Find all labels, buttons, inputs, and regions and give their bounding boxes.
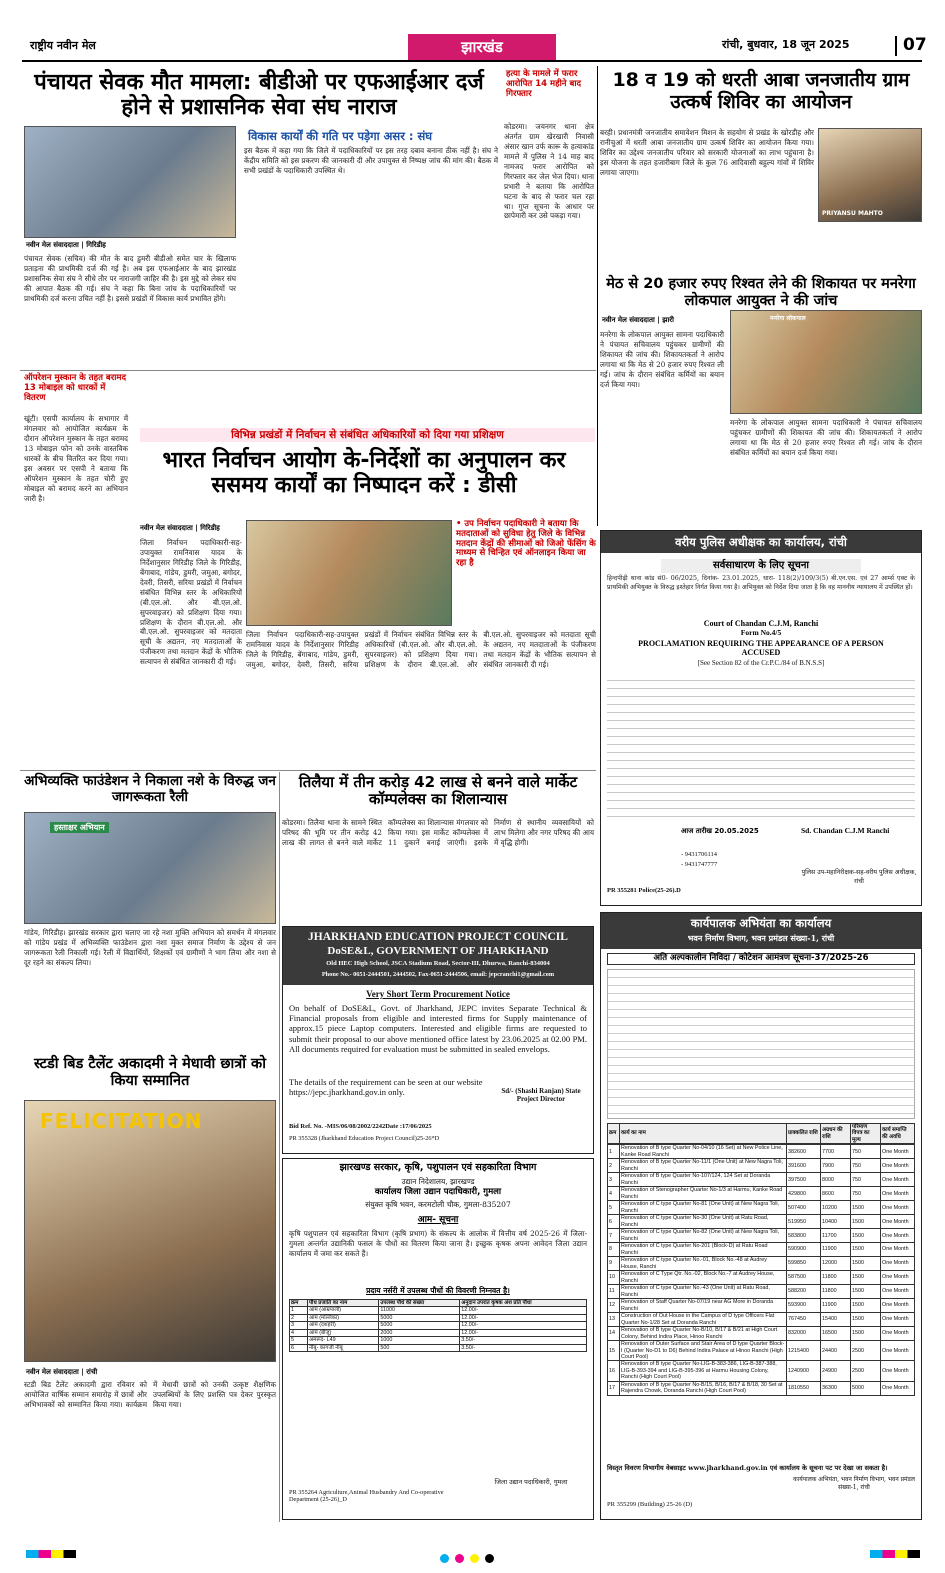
agri-notice: आम- सूचना	[417, 1215, 459, 1225]
cell: 750	[851, 1145, 881, 1159]
engineer-table-header	[608, 1124, 915, 1144]
agri-body: कृषि पशुपालन एवं सहकारिता विभाग (कृषि प्रभाग) के संकल्प के आलोक में वित्तीय वर्ष 2025-26 में जिला- गुमला अन्तर्गत उद्यानिकी फसल के पौधों का वितरण किया जाना है। इच्छुक कृषक अपना आवेदन जिला उद्यान कार्यालय में जमा कर सकते हैं।	[289, 1229, 587, 1258]
cell: 1500	[851, 1229, 881, 1243]
cell: 1	[608, 1145, 620, 1159]
story6-photo-label: हस्ताक्षर अभियान	[50, 822, 109, 833]
cyan-dot	[440, 1554, 449, 1563]
table-row	[608, 1257, 915, 1271]
cell: 429800	[787, 1187, 821, 1201]
cell: Renovation of B type Quarter No-LIG-B-383-386, LIG-B-387-388, LIG-B-393-394 and LIG-B-395-396 at Harmu Housing Colony, Ranchi (High Court Pool)	[620, 1361, 787, 1381]
cell: 593900	[787, 1299, 821, 1313]
cell: 6	[608, 1215, 620, 1229]
eng-th: क्रम	[608, 1124, 620, 1144]
cell: 12.00/-	[460, 1329, 587, 1336]
agri-line1: झारखण्ड सरकार, कृषि, पशुपालन एवं सहकारिता विभाग	[339, 1162, 537, 1173]
story6-headline: अभिव्यक्ति फाउंडेशन ने निकाला नशे के विरुद्ध जन जागरूकता रैली	[24, 773, 276, 805]
cell: 12.00/-	[460, 1322, 587, 1329]
dateline: रांची, बुधवार, 18 जून 2025	[722, 38, 850, 51]
police-date: आज तारीख 20.05.2025	[681, 827, 759, 835]
table-row	[608, 1271, 915, 1285]
police-notice: सर्वसाधारण के लिए सूचना	[661, 559, 861, 573]
magenta-dot	[455, 1554, 464, 1563]
table-row	[608, 1229, 915, 1243]
story6-body: गांडेय, गिरिडीह। झारखंड सरकार द्वारा चलाए जा रहे नशा मुक्ति अभियान को समर्थन में मंगलवार को गांडेय प्रखंड में अभिव्यक्ति फाउंडेशन द्वारा नशा मुक्त समाज निर्माण के उद्देश्य से जन जागरूकता रैली निकाली गई। रैली में विद्यार्थियों, शिक्षकों एवं ग्रामीणों ने भाग लिया और नशा से दूर रहने का संकल्प लिया।	[24, 928, 276, 967]
cell: 10400	[821, 1215, 851, 1229]
cell: 3	[290, 1322, 308, 1329]
cell: Renovation of Outer Surface and Stair Area of D type Quarter Block-I (Quarter No-D1 to D6) Behind Indira Palace at Hinoo Ranchi (High Court Pool)	[620, 1341, 787, 1361]
cell: 4	[608, 1187, 620, 1201]
police-body: हिन्दपीढ़ी थाना कांड सं0- 06/2025, दिनांक- 23.01.2025, धारा- 118(2)/109/3(5) बी.एन.एस. एवं 27 आर्म्स एक्ट के प्राथमिकी अभियुक्त के विरुद्ध इश्तेहार निर्गत किया गया है। अभियुक्त को निर्देश दिया जाता है कि वह माननीय न्यायालय में उपस्थित हों।	[607, 575, 915, 591]
police-title: PROCLAMATION REQUIRING THE APPEARANCE OF A PERSON ACCUSED	[638, 639, 884, 658]
jepc-address: Old HEC High School, JSCA Stadium Road, Sector-III, Dhurwa, Ranchi-834004	[326, 960, 550, 967]
cell: Renovation of Stenographer Quarter No-1/3 at Harmu, Kanke Road Ranchi	[620, 1187, 787, 1201]
story3-headline: 18 व 19 को धरती आबा जनजातीय ग्राम उत्कर्ष शिविर का आयोजन	[612, 69, 910, 113]
cell: 832000	[787, 1327, 821, 1341]
engineer-table	[607, 1123, 915, 1144]
cell: Renovation of C type Quarter No-81 (One Unit) at New Nagra Toli, Ranchi	[620, 1201, 787, 1215]
cell: 16500	[821, 1327, 851, 1341]
agri-table-header	[290, 1300, 587, 1307]
cell: 15	[608, 1341, 620, 1361]
eng-th: कार्य समाप्ति की अवधि	[881, 1124, 915, 1144]
story4-photo-label: मनरेगा लोकपाल	[770, 315, 806, 322]
banner-headline: भारत निर्वाचन आयोग के-निर्देशों का अनुपालन कर ससमय कार्यों का निष्पादन करें : डीसी	[162, 448, 566, 499]
cell: 12.00/-	[460, 1307, 587, 1314]
cell: 7	[608, 1229, 620, 1243]
cell: 519950	[787, 1215, 821, 1229]
jepc-signature: Sd/- (Shashi Ranjan) State Project Director	[501, 1087, 581, 1103]
cell: 767450	[787, 1313, 821, 1327]
cell: 10200	[821, 1201, 851, 1215]
cell: 11900	[821, 1299, 851, 1313]
jepc-pr: PR 355328 (Jharkhand Education Project Council)25-26*D	[289, 1135, 440, 1142]
table-row	[608, 1361, 915, 1381]
engineer-lines	[607, 969, 915, 1119]
police-ad	[600, 530, 922, 906]
page-number: 07	[895, 36, 927, 56]
jepc-body2: The details of the requirement can be seen at our website https://jepc.jharkhand.gov.in only.	[289, 1077, 483, 1098]
column-rule	[20, 370, 596, 371]
table-row	[608, 1201, 915, 1215]
table-row	[608, 1313, 915, 1327]
story3-photo-caption: PRIYANSU MAHTO	[822, 210, 883, 217]
story1-photo	[24, 126, 236, 238]
cell: One Month	[881, 1173, 915, 1187]
cell: 2500	[851, 1361, 881, 1381]
cell: 2	[290, 1314, 308, 1321]
cell: Renovation of B type Quarter No-107/124, 124 Set at Doranda Ranchi	[620, 1173, 787, 1187]
cell: One Month	[881, 1381, 915, 1395]
cell: 587500	[787, 1271, 821, 1285]
cell: 1500	[851, 1313, 881, 1327]
agri-th: अनुदान उपरांत कृषक अंश प्रति पौधा	[460, 1300, 587, 1307]
cell: One Month	[881, 1341, 915, 1361]
table-row	[608, 1341, 915, 1361]
agri-th: क्रम	[290, 1300, 308, 1307]
cell: One Month	[881, 1299, 915, 1313]
cell: 7700	[821, 1145, 851, 1159]
jepc-body: On behalf of DoSE&L, Govt. of Jharkhand, JEPC invites Separate Technical & Financial proposals from eligible and interested firms for Supply maintenance of approx.15 piece Laptop computers. Interested and eligible firms are requested to submit their proposal to our above mentioned office latest by 23.06.2025 at 02.00 PM. All documents required for evaluation must be submitted in sealed envelops.	[289, 1003, 587, 1054]
cell: 8000	[821, 1173, 851, 1187]
cell: 12000	[821, 1257, 851, 1271]
cell: 36300	[821, 1381, 851, 1395]
story1-headline: पंचायत सेवक मौत मामला: बीडीओ पर एफआईआर दर्ज होने से प्रशासनिक सेवा संघ नाराज	[34, 70, 484, 121]
agri-th: पौध प्रजाति का नाम	[308, 1300, 379, 1307]
agri-table	[289, 1299, 587, 1352]
cell: 1500	[851, 1243, 881, 1257]
banner-photo	[246, 520, 452, 626]
story2-kicker: हत्या के मामले में फरार आरोपित 14 महीने बाद गिरफ्तार	[506, 69, 582, 99]
cell: अमरूद- L49	[308, 1337, 379, 1344]
cell: 11900	[821, 1243, 851, 1257]
police-contact2: - 9431747777	[681, 861, 718, 868]
jepc-ad	[282, 926, 594, 1154]
cell: 4	[290, 1329, 308, 1336]
cell: 16	[608, 1361, 620, 1381]
cell: 11700	[821, 1229, 851, 1243]
cell: 397500	[787, 1173, 821, 1187]
police-form: Form No.4/5	[740, 628, 782, 637]
engineer-dept: भवन निर्माण विभाग, भवन प्रमंडल संख्या-1, रांची	[687, 933, 835, 943]
cell: 1500	[851, 1327, 881, 1341]
cell: Renovation of C type Quarter No-82 (One Unit) at New Nagra Toli, Ranchi	[620, 1229, 787, 1243]
banner-kicker: विभिन्न प्रखंडों में निर्वाचन से संबंधित अधिकारियों को दिया गया प्रशिक्षण	[140, 428, 595, 442]
story1-body: पंचायत सेवक (सचिव) की मौत के बाद डुमरी बीडीओ समेत चार के खिलाफ प्रताड़ना की प्राथमिकी दर्ज की गई है। अब इस एफआईआर के बाद झारखंड प्रशासनिक सेवा संघ ने सीधे तौर पर नाराजगी जाहिर की है। इस मुद्दे को लेकर संघ की आपात बैठक की गई। संघ ने कहा कि बिना जांच के पदाधिकारियों पर प्राथमिकी दर्ज करना उचित नहीं है। इससे प्रखंडों में विकास कार्य प्रभावित होंगे।	[24, 254, 236, 303]
cell: 7900	[821, 1159, 851, 1173]
cell: Renovation of C type Quarter No.-01, Block No.-48 at Audrey House, Ranchi	[620, 1257, 787, 1271]
column-rule	[597, 66, 598, 526]
banner-body-lower: जिला निर्वाचन पदाधिकारी-सह-उपायुक्त रामनिवास यादव के निर्देशानुसार गिरिडीह जिले के गिरिडीह, बेंगाबाद, गांडेय, डुमरी, जमुआ, बगोदर, देवरी, तिसरी, सरिया प्रखंडों में निर्वाचन संबंधित विभिन्न स्तर के अधिकारियों (बी.एल.ओ. और बी.एल.ओ. सुपरवाइजर) को प्रशिक्षण दिया गया। प्रशिक्षण के दौरान बी.एल.ओ. और बी.एल.ओ. सुपरवाइजर को मतदाता सूची के अद्यतन, नए मतदाताओं के पंजीकरण तथा मतदान केंद्रों के भौतिक सत्यापन से संबंधित जानकारी दी गई।	[246, 630, 596, 669]
eng-th: अग्रधन की राशि	[821, 1124, 851, 1144]
cell: 11000	[379, 1307, 460, 1314]
cell: 10	[608, 1271, 620, 1285]
engineer-sign: कार्यपालक अभियंता, भवन निर्माण विभाग, भवन प्रमंडल संख्या-1, रांची	[793, 1476, 915, 1491]
table-row	[608, 1299, 915, 1313]
cell: One Month	[881, 1201, 915, 1215]
cell: 24900	[821, 1361, 851, 1381]
engineer-table-wrap	[607, 1123, 915, 1396]
cell: 588200	[787, 1285, 821, 1299]
cell: 24400	[821, 1341, 851, 1361]
cell: 15400	[821, 1313, 851, 1327]
cell: 5	[290, 1337, 308, 1344]
table-row	[608, 1173, 915, 1187]
cell: 13	[608, 1313, 620, 1327]
engineer-footer: विस्तृत विवरण विभागीय वेबसाइट www.jharkhand.gov.in एवं कार्यालय के सूचना पट पर देखा जा सकता है।	[607, 1464, 888, 1472]
black-dot	[485, 1554, 494, 1563]
agri-pr: PR 355264 Agriculture,Animal Husbandry And Co-operative Department (25-26)_D	[289, 1489, 444, 1503]
cell: 5	[608, 1201, 620, 1215]
cell: 1500	[851, 1271, 881, 1285]
cell: 2	[608, 1159, 620, 1173]
bottom-color-strip	[870, 1550, 920, 1558]
cell: 2000	[379, 1329, 460, 1336]
cell: 5000	[379, 1322, 460, 1329]
story4-photo	[730, 310, 922, 414]
story3-body: बरही। प्रधानमंत्री जनजातीय समावेशन मिशन के सहयोग से प्रखंड के खोरडीह और रानीचुआं में धरती आबा जनजातीय ग्राम उत्कर्ष शिविर का आयोजन किया गया। शिविर का उद्देश्य जनजातीय परिवार को सरकारी योजनाओं का लाभ पहुंचाना है। इस योजना के तहत हजारीबाग जिले के कुल 76 आदिवासी बहुल्य गांवों में शिविर लगाया जाएगा।	[600, 128, 814, 177]
table-row	[608, 1145, 915, 1159]
cell: 1500	[851, 1299, 881, 1313]
police-lines	[607, 673, 915, 823]
agri-th: उपलब्ध पौधे की संख्या	[379, 1300, 460, 1307]
police-pr: PR 355281 Police(25-26).D	[607, 887, 681, 894]
jepc-bid-ref: Bid Ref. No. -MIS/06/08/2002/2242Date :17/06/2025	[289, 1123, 432, 1130]
yellow-dot	[470, 1554, 479, 1563]
story8-byline: नवीन मेल संवाददाता | रांची	[26, 1368, 98, 1376]
jepc-notice: Very Short Term Procurement Notice	[366, 989, 510, 999]
cell: 500	[379, 1344, 460, 1351]
engineer-table-body	[607, 1144, 915, 1395]
story8-photo	[24, 1100, 276, 1362]
cell: 9	[608, 1257, 620, 1271]
story4-byline: नवीन मेल संवाददाता | झारी	[602, 316, 674, 324]
cell: 5000	[851, 1381, 881, 1395]
cell: Renovation of C Type Qtr. No.-02, Block No.-7 at Audrey House, Ranchi	[620, 1271, 787, 1285]
story4-headline: मेठ से 20 हजार रुपए रिश्वत लेने की शिकायत पर मनरेगा लोकपाल आयुक्त ने की जांच	[606, 276, 916, 309]
agri-table-wrap	[289, 1299, 587, 1352]
story5-body: खूंटी। एसपी कार्यालय के सभागार में मंगलवार को आयोजित कार्यक्रम के दौरान ऑपरेशन मुस्कान के तहत बरामद 13 मोबाइल फोन को उनके वास्तविक धारकों के बीच वितरित कर दिया गया। इस अवसर पर एसपी ने बताया कि ऑपरेशन मुस्कान के तहत चोरी हुए मोबाइल को बरामद करने का अभियान जारी है।	[24, 414, 128, 503]
cell: 11800	[821, 1285, 851, 1299]
cell: 8	[608, 1243, 620, 1257]
story1-body2: इस बैठक में कहा गया कि जिले में पदाधिकारियों पर इस तरह दबाव बनाना ठीक नहीं है। संघ ने केंद्रीय समिति को इस प्रकरण की जानकारी दी और उपायुक्त से निष्पक्ष जांच की मांग की। बैठक में सभी प्रखंडों के पदाधिकारी उपस्थित थे।	[244, 146, 498, 175]
cell: आम (दशहरी)	[308, 1322, 379, 1329]
cell: 583800	[787, 1229, 821, 1243]
agri-ad	[282, 1158, 594, 1520]
cell: One Month	[881, 1215, 915, 1229]
table-row	[608, 1159, 915, 1173]
cell: 6	[290, 1344, 308, 1351]
story4-body: मनरेगा के लोकपाल आयुक्त सामना पदाधिकारी ने पंचायत सचिवालय पहुंचकर ग्रामीणों की शिकायत की जांच की। शिकायतकर्ता ने आरोप लगाया था कि मेठ से 20 हजार रुपए रिश्वत ली गई। जांच के दौरान संबंधित कर्मियों का बयान दर्ज किया गया।	[600, 330, 724, 389]
table-row	[290, 1322, 587, 1329]
engineer-notice: अति अल्पकालीन निविदा / कोटेशन आमंत्रण सूचना-37/2025-26	[607, 953, 915, 965]
cell: 590900	[787, 1243, 821, 1257]
jepc-title2: DoSE&L, GOVERNMENT OF JHARKHAND	[327, 945, 549, 957]
agri-line4: संयुक्त कृषि भवन, करमटोली चौक, गुमला-835207	[365, 1200, 511, 1209]
cell: 1500	[851, 1201, 881, 1215]
table-row	[608, 1285, 915, 1299]
cell: Construction of Out House in the Campus of D type Officers Flat Quarter No-1/28 Set at Doranda Ranchi	[620, 1313, 787, 1327]
cell: Renovation of Staff Quarter No-07/19 near AG More in Doranda Ranchi	[620, 1299, 787, 1313]
cell: 2500	[851, 1341, 881, 1361]
cell: 3	[608, 1173, 620, 1187]
jepc-title: JHARKHAND EDUCATION PROJECT COUNCIL	[308, 931, 568, 943]
engineer-ad	[600, 912, 922, 1520]
cell: Renovation of B type Quarter No-B/15, B/16, B/17 & B/18, 30 Set at Rajendra Chowk, Doranda Ranchi (High Court Pool)	[620, 1381, 787, 1395]
cell: 1500	[851, 1257, 881, 1271]
cell: Renovation of C type Quarter No.-43 (One Unit) at Ratu Road, Ranchi	[620, 1285, 787, 1299]
cell: Renovation of B type Quarter No-B/10, B/17 & B/21 at High Court Colony, Behind Indira Place, Hinoo Ranchi	[620, 1327, 787, 1341]
story2-body: कोडरमा। जयनगर थाना क्षेत्र अंतर्गत ग्राम खेरखारी निवासी अंसार खान उर्फ कारू के हत्याकांड मामले में पुलिस ने 14 माह बाद नामजद फरार आरोपित को गिरफ्तार कर जेल भेज दिया। थाना प्रभारी ने बताया कि आरोपित घटना के बाद से फरार चल रहा था। गुप्त सूचना के आधार पर छापेमारी कर उसे पकड़ा गया।	[504, 122, 594, 221]
cell: One Month	[881, 1145, 915, 1159]
banner-pull: • उप निर्वाचन पदाधिकारी ने बताया कि मतदाताओं को सुविधा हेतु जिले के विभिन्न मतदान केंद्रों की सीमाओं को जिओ फेंसिंग के माध्यम से चिन्हित एवं ऑनलाइन किया जा रहा है	[456, 519, 596, 569]
cell: 1000	[379, 1337, 460, 1344]
table-row	[608, 1215, 915, 1229]
eng-th: कार्य का नाम	[620, 1124, 787, 1144]
cell: 507400	[787, 1201, 821, 1215]
story7-headline: तिलैया में तीन करोड़ 42 लाख से बनने वाले मार्केट कॉम्पलेक्स का शिलान्यास	[298, 773, 578, 809]
cell: आम (मल्लिका)	[308, 1314, 379, 1321]
agri-line2: उद्यान निदेशालय, झारखण्ड	[401, 1177, 475, 1186]
cell: One Month	[881, 1229, 915, 1243]
cell: 1810550	[787, 1381, 821, 1395]
cell: One Month	[881, 1159, 915, 1173]
cell: 1	[290, 1307, 308, 1314]
jepc-phone: Phone No.- 0651-2444501, 2444502, Fax-0651-2444506, email: jepcranchi1@gmail.com	[321, 971, 555, 978]
eng-th: परिमाण विपत्र का मूल्य	[851, 1124, 881, 1144]
table-row	[290, 1314, 587, 1321]
story8-body: स्टडी बिड टैलेंट अकादमी द्वारा रविवार को आयोजित वार्षिक सम्मान समारोह में छात्रों और अभिभावकों को सम्मानित किया गया। कार्यक्रम में मेधावी छात्रों को उनकी उत्कृष्ट शैक्षणिक उपलब्धियों के लिए प्रशस्ति पत्र देकर पुरस्कृत किया गया।	[24, 1380, 276, 1409]
cell: One Month	[881, 1257, 915, 1271]
cell: नींबू- कागजी नींबू	[308, 1344, 379, 1351]
cell: 14	[608, 1327, 620, 1341]
agri-line3: कार्यालय जिला उद्यान पदाधिकारी, गुमला	[374, 1187, 502, 1197]
story1-byline: नवीन मेल संवाददाता | गिरिडीह	[26, 241, 106, 249]
engineer-office: कार्यपालक अभियंता का कार्यालय	[690, 916, 832, 930]
police-office: वरीय पुलिस अधीक्षक का कार्यालय, रांची	[601, 531, 921, 553]
registration-marks	[440, 1548, 500, 1560]
story7-body: कोडरमा। तिलैया थाना के सामने स्थित परिषद की भूमि पर तीन करोड़ 42 लाख की लागत से बनने वाले मार्केट कॉम्पलेक्स का शिलान्यास मंगलवार को किया गया। इस मार्केट कॉम्पलेक्स में 11 दुकानें बनाई जाएंगी। इसके निर्माण से स्थानीय व्यवसायियों को लाभ मिलेगा और नगर परिषद की आय में वृद्धि होगी।	[282, 818, 594, 847]
police-contact1: - 9431706114	[681, 851, 718, 858]
cell: Renovation of C type Quarter No-30 (One Unit) at Ratu Road, Ranchi	[620, 1215, 787, 1229]
story5-headline: ऑपरेशन मुस्कान के तहत बरामद 13 मोबाइल को धारकों में वितरण	[24, 373, 127, 403]
cell: One Month	[881, 1243, 915, 1257]
banner-body: जिला निर्वाचन पदाधिकारी-सह-उपायुक्त रामनिवास यादव के निर्देशानुसार गिरिडीह जिले के गिरिडीह, बेंगाबाद, गांडेय, डुमरी, जमुआ, बगोदर, देवरी, तिसरी, सरिया प्रखंडों में निर्वाचन संबंधित विभिन्न स्तर के अधिकारियों (बी.एल.ओ. और बी.एल.ओ. सुपरवाइजर) को प्रशिक्षण दिया गया। प्रशिक्षण के दौरान बी.एल.ओ. और बी.एल.ओ. सुपरवाइजर को मतदाता सूची के अद्यतन, नए मतदाताओं के पंजीकरण तथा मतदान केंद्रों के भौतिक सत्यापन से संबंधित जानकारी दी गई।	[140, 538, 242, 667]
cell: आम (आम्रपाली)	[308, 1307, 379, 1314]
cell: One Month	[881, 1187, 915, 1201]
cell: Renovation of B type Quarter No-11/1 (One Unit) at New Nagra Toli, Ranchi	[620, 1159, 787, 1173]
cell: 750	[851, 1187, 881, 1201]
cell: 3.50/-	[460, 1337, 587, 1344]
paper-name: राष्ट्रीय नवीन मेल	[30, 39, 96, 52]
cell: 12	[608, 1299, 620, 1313]
cell: 3.50/-	[460, 1344, 587, 1351]
cell: One Month	[881, 1327, 915, 1341]
table-row	[290, 1344, 587, 1351]
cell: One Month	[881, 1271, 915, 1285]
cell: 1500	[851, 1215, 881, 1229]
cell: 599850	[787, 1257, 821, 1271]
story8-headline: स्टडी बिड टैलेंट अकादमी ने मेधावी छात्रों को किया सम्मानित	[34, 1056, 266, 1089]
cell: 382600	[787, 1145, 821, 1159]
cell: 391600	[787, 1159, 821, 1173]
cell: 1500	[851, 1285, 881, 1299]
cell: 12.00/-	[460, 1314, 587, 1321]
cell: 1240900	[787, 1361, 821, 1381]
column-rule	[279, 772, 280, 1522]
table-row	[290, 1329, 587, 1336]
cell: 750	[851, 1173, 881, 1187]
story3-photo	[818, 128, 922, 222]
cell: 5000	[379, 1314, 460, 1321]
story4-body-right: मनरेगा के लोकपाल आयुक्त सामना पदाधिकारी ने पंचायत सचिवालय पहुंचकर ग्रामीणों की शिकायत की जांच की। शिकायतकर्ता ने आरोप लगाया था कि मेठ से 20 हजार रुपए रिश्वत ली गई। जांच के दौरान संबंधित कर्मियों का बयान दर्ज किया गया।	[730, 418, 922, 457]
agri-sign: जिला उद्यान पदाधिकारी, गुमला	[494, 1478, 568, 1486]
story1-subhead: विकास कार्यों की गति पर पड़ेगा असर : संघ	[248, 129, 433, 143]
cell: One Month	[881, 1361, 915, 1381]
table-row	[608, 1187, 915, 1201]
bottom-color-strip	[26, 1550, 76, 1558]
police-court: Court of Chandan C.J.M, Ranchi	[703, 619, 819, 628]
police-section: [See Section 82 of the Cr.P.C./84 of B.N.S.S]	[697, 659, 825, 667]
cell: Renovation of C type Quarter No-201 (Block-D) at Ratu Road Ranchi	[620, 1243, 787, 1257]
cell: One Month	[881, 1313, 915, 1327]
agri-table-title: प्रदाय नर्सरी में उपलब्ध पौधों की विवरणी निम्नवत है।	[366, 1286, 510, 1295]
cell: 750	[851, 1159, 881, 1173]
cell: 1215400	[787, 1341, 821, 1361]
cell: One Month	[881, 1285, 915, 1299]
police-sign: पुलिस उप-महानिरीक्षक-सह-वरीय पुलिस अधीक्षक, रांची	[801, 869, 917, 885]
table-row	[608, 1243, 915, 1257]
masthead	[22, 34, 927, 62]
column-rule	[20, 770, 596, 771]
banner-byline: नवीन मेल संवाददाता | गिरिडीह	[140, 524, 220, 532]
cell: 11	[608, 1285, 620, 1299]
eng-th: प्राक्कलित राशि	[787, 1124, 821, 1144]
table-row	[608, 1381, 915, 1395]
cell: 11800	[821, 1271, 851, 1285]
table-row	[290, 1337, 587, 1344]
table-row	[608, 1327, 915, 1341]
cell: 17	[608, 1381, 620, 1395]
cell: 8600	[821, 1187, 851, 1201]
table-row	[290, 1307, 587, 1314]
police-judge: Sd. Chandan C.J.M Ranchi	[801, 826, 890, 835]
section-tab: झारखंड	[408, 34, 556, 60]
engineer-pr: PR 355299 (Building) 25-26 (D)	[607, 1501, 693, 1508]
cell: Renovation of B type Quarter No-04/10 (16 Set) at New Police Line, Kanke Road Ranchi	[620, 1145, 787, 1159]
cell: आम (बीजू)	[308, 1329, 379, 1336]
story8-photo-label: FELICITATION	[40, 1109, 203, 1133]
